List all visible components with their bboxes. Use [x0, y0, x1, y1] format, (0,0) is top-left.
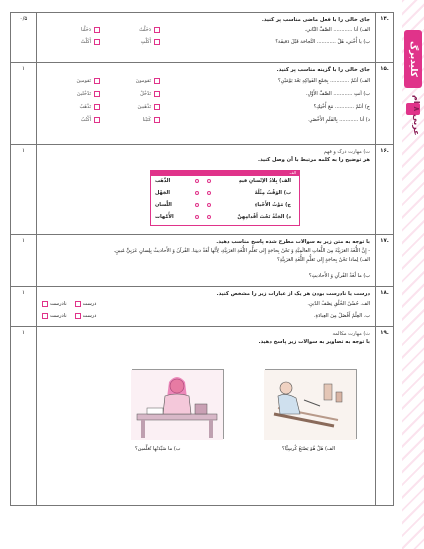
question-score: ۱ [11, 145, 37, 234]
checkbox[interactable] [94, 117, 100, 123]
checkbox[interactable] [94, 91, 100, 97]
question-15 [11, 63, 393, 145]
option[interactable]: أَكَلْتِ [100, 38, 160, 46]
match-dot[interactable] [195, 179, 199, 183]
match-dot[interactable] [195, 203, 199, 207]
checkbox[interactable] [94, 104, 100, 110]
matching-word: الأُمَّهات [155, 214, 174, 220]
matching-word: الجَهْل [155, 190, 170, 196]
option[interactable]: كَتَبْنا [100, 116, 160, 124]
matching-box [150, 170, 300, 226]
match-dot[interactable] [207, 179, 211, 183]
option[interactable]: تَدْخُلُ [100, 90, 160, 98]
checkbox[interactable] [94, 39, 100, 45]
reading-passage: - إِنَّ اللُّغَةَ العَرَبِيَّةَ مِنَ اللُّغاتِ العالَمِيَّةِ وَ نَحْنُ بِحاجَةٍ إِلى تَعَلُّمِ اللُّغَةِ العَرَبِيَّةِ، لِأَنَّها لُغَةُ دينِنا. القُرآنُ وَ الأَحاديثُ بِلِسانٍ عَرَبِيٍّ مُبينٍ. [113, 248, 370, 254]
matching-area [40, 168, 370, 230]
checkbox[interactable] [154, 117, 160, 123]
true-option[interactable]: درست [73, 312, 97, 320]
match-dot[interactable] [207, 203, 211, 207]
question-title: جای خالی را با فعل ماضی مناسب پر کنید. [261, 17, 370, 23]
section-heading: ت) مهارت درک و فهم [323, 149, 370, 155]
image-caption: ب) ما سَيِّدَتُها تُعَلِّمين؟ [135, 446, 181, 452]
false-option[interactable]: نادرست [40, 312, 67, 320]
false-option[interactable]: نادرست [40, 300, 67, 308]
brand-logo: کلیدبرگ [404, 30, 422, 88]
teacher-illustration [132, 369, 224, 439]
question-score: ۱ [11, 63, 37, 144]
question-line: د) أنا ............ بِالقَلَمِ الأَخْضَرِ. [308, 117, 370, 123]
question-title: با توجه به متن زیر به سوالات مطرح شده پاسخ مناسب دهید. [216, 239, 370, 245]
option[interactable]: دَخَلْتُ [100, 26, 160, 34]
matching-box-header [151, 171, 299, 176]
matching-item: الف) بِلادُ الإنْسانِ فيهِ [238, 178, 291, 184]
brand-sidebar [402, 0, 424, 549]
option[interactable]: تَذْهَبينَ [100, 103, 160, 111]
checkbox[interactable] [154, 104, 160, 110]
option[interactable]: تَذْهَبُ [40, 103, 100, 111]
matching-item: د) الجَنَّةُ تَحْتَ أَقْدامِهِنَّ [237, 214, 291, 220]
statement: ب. العِلْمُ أَفْضَلُ مِنَ العِبادَةِ. [313, 313, 370, 319]
option[interactable]: دَخَلْنا [40, 26, 100, 34]
exam-sheet [10, 12, 394, 506]
checkbox[interactable] [75, 313, 81, 319]
question-score: ۰/۵ [11, 13, 37, 62]
question-title: جای خالی را با گزینه مناسب پر کنید. [276, 67, 370, 73]
question-14 [11, 13, 393, 63]
checkbox[interactable] [94, 78, 100, 84]
question-score: ۱ [11, 327, 37, 505]
carpenter-drawing [264, 370, 356, 440]
option[interactable]: تَدْخُلينَ [40, 90, 100, 98]
teacher-drawing [131, 370, 223, 440]
image-caption: الف) هَلْ هُوَ يَصْنَعُ كُرسِيًّا؟ [282, 446, 335, 452]
question-line: ب) ما لُغَةُ القُرآنِ وَ الأَحاديثِ؟ [308, 273, 370, 279]
question-number: ۱۷. [375, 235, 393, 286]
question-number: ۱۶. [375, 145, 393, 234]
question-number: ۱۴. [375, 13, 393, 62]
question-title: با توجه به تصاویر به سوالات زیر پاسخ دهید. [258, 339, 370, 345]
match-dot[interactable] [195, 191, 199, 195]
question-18 [11, 287, 393, 327]
grade-label: عربی ۸ ام [412, 94, 421, 136]
checkbox[interactable] [94, 27, 100, 33]
question-number: ۱۵. [375, 63, 393, 144]
matching-word: الذَّهَب [155, 178, 171, 184]
question-score: ۱ [11, 287, 37, 326]
matching-box-label: الف [289, 170, 296, 175]
question-line: الف) لِماذا نَحْنُ بِحاجَةٍ إِلى تَعَلُّمِ اللُّغَةِ العَرَبِيَّةِ؟ [277, 257, 370, 263]
matching-item: ج) مَوْتُ الأَحْياءِ [254, 202, 291, 208]
option[interactable]: تَقومونَ [100, 77, 160, 85]
option[interactable]: أَكَلْتُ [40, 38, 100, 46]
question-line: ب) يا أُخْتي، هَلْ ............ النَّجاحَة قَبْلَ دَقيقَة؟ [275, 39, 370, 45]
match-dot[interactable] [207, 215, 211, 219]
match-dot[interactable] [207, 191, 211, 195]
checkbox[interactable] [154, 78, 160, 84]
checkbox[interactable] [154, 39, 160, 45]
question-line: الف) أنتُمْ ............ بِجَمْعِ الفَواكِهِ بَعْدَ يَوْمَيْنِ؟ [278, 78, 370, 84]
true-option[interactable]: درست [73, 300, 97, 308]
question-number: ۱۸. [375, 287, 393, 326]
question-line: ج) أنتُمْ ............ مَعَ أُخْتِكِ؟ [313, 104, 370, 110]
checkbox[interactable] [42, 313, 48, 319]
option[interactable]: أَكْتُبُ [40, 116, 100, 124]
matching-word: اللِّسان [155, 202, 172, 208]
question-score: ۱ [11, 235, 37, 286]
carpenter-illustration [265, 369, 357, 439]
question-16 [11, 145, 393, 235]
question-line: الف) أنا ............ الصَّفَّ الثّاني. [304, 27, 370, 33]
question-number: ۱۹. [375, 327, 393, 505]
checkbox[interactable] [75, 301, 81, 307]
section-heading: ث) مهارت مکالمه [332, 331, 370, 337]
question-19 [11, 327, 393, 505]
option[interactable]: تَقومينَ [40, 77, 100, 85]
checkbox[interactable] [154, 91, 160, 97]
question-title: هر توضیح را به کلمه مرتبط با آن وصل کنید. [257, 157, 370, 163]
matching-item: ب) الوَقْتُ مِثْلُهُ [254, 190, 291, 196]
question-line: ب) أنتِ ............ الصَّفَّ الأَوَّلِ. [305, 91, 370, 97]
checkbox[interactable] [42, 301, 48, 307]
question-title: درست یا نادرست بودن هر یک از عبارات زیر را مشخص کنید. [216, 291, 370, 297]
question-17 [11, 235, 393, 287]
match-dot[interactable] [195, 215, 199, 219]
statement: الف. حُسْنُ الخُلُقِ نِصْفُ الدّينِ. [307, 301, 370, 307]
checkbox[interactable] [154, 27, 160, 33]
